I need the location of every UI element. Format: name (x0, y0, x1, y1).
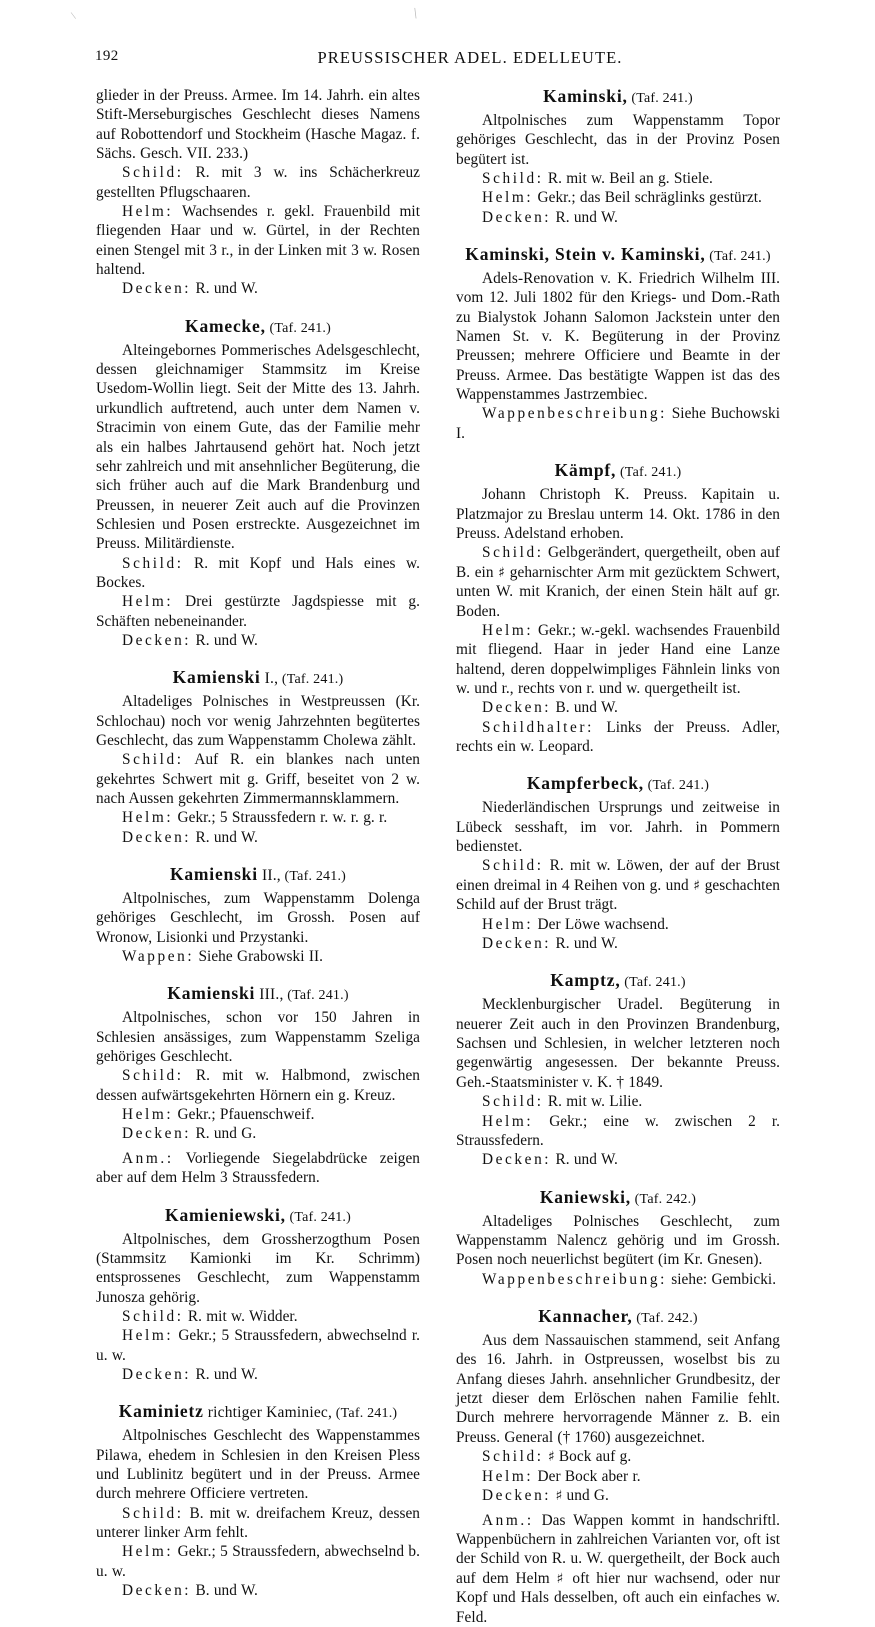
blazon-mantling-text: R. und W. (191, 280, 258, 298)
blazon-crest (456, 1112, 780, 1151)
blazon-crest-text: Gekr.; 5 Straussfedern, abwechselnd b. u. w. (96, 1543, 420, 1580)
blazon-crest-text: Der Bock aber r. (533, 1467, 641, 1485)
entry-plate-reference: (Taf. 241.) (627, 91, 693, 106)
blazon-shield-label: Schild: (122, 1067, 184, 1085)
entry-name: Kämpf, (554, 460, 617, 481)
blazon-shield-label: Schild: (482, 1093, 544, 1111)
entry-plate-reference: (Taf. 241.) (278, 672, 344, 688)
blazon-shield-label: Schild: (482, 544, 544, 562)
entry-name: Kamienski (169, 864, 258, 885)
blazon-mantling (96, 1581, 420, 1600)
blazon-arms-reference (96, 947, 420, 966)
blazon-arms-description-reference-label: Wappenbeschreibung: (482, 405, 667, 423)
text-columns (96, 86, 780, 1627)
heraldic-black-symbol: ♯ (498, 564, 506, 581)
blazon-shield (456, 1092, 780, 1111)
entry-plate-reference: (Taf. 241.) (283, 988, 349, 1004)
blazon-crest-text: Wachsendes r. gekl. Frauenbild mit fliegenden Haar und w. Gürtel, in der Rechten einen Stengel mit 3 r., in der Linken mit 3 w. Rosen haltend. (96, 203, 420, 279)
entry-heading (96, 983, 420, 1005)
blazon-mantling-label: Decken: (482, 699, 552, 717)
entry-description: Niederländischen Ursprungs und zeitweise in Lübeck sesshaft, im vor. Jahrh. in Pommern bedienstet. (456, 799, 780, 856)
blazon-mantling-text: B. und W. (191, 1582, 258, 1599)
blazon-supporters (456, 718, 780, 757)
entry-heading (96, 316, 420, 338)
blazon-mantling-text: ♯ und G. (555, 1487, 609, 1505)
entry-description: Johann Christoph K. Preuss. Kapitain u. Platzmajor zu Breslau unterm 14. Okt. 1786 in den Preuss. Adelstand erhoben. (456, 486, 780, 542)
blazon-note-label: Anm.: (482, 1511, 534, 1529)
blazon-shield-label: Schild: (122, 164, 184, 182)
blazon-crest-text: Gekr.; eine w. zwischen 2 r. Straussfedern. (456, 1112, 780, 1149)
heraldic-black-symbol: ♯ (547, 1448, 555, 1465)
blazon-crest-label: Helm: (482, 1467, 534, 1485)
blazon-shield (96, 1307, 420, 1326)
blazon-shield-label: Schild: (482, 857, 544, 875)
blazon-mantling-label: Decken: (122, 1582, 192, 1599)
entry-name: Kannacher, (538, 1305, 633, 1326)
blazon-mantling-label: Decken: (122, 631, 192, 649)
entry-description: Aus dem Nassauischen stammend, seit Anfang des 16. Jahrh. in Ostpreussen, woselbst bis zu Anfang dieses Jahrh. ansehnlicher Grundbesitz, der jetzt dieser dem Erlöschen nahen Familie fehlt. Durch mehrere hervorragende Männer z. B. ein Preuss. General († 1760) ausgezeichnet. (456, 1331, 780, 1446)
blazon-mantling (96, 279, 420, 298)
blazon-mantling-label: Decken: (122, 1125, 192, 1143)
blazon-shield (96, 1504, 420, 1543)
blazon-mantling (456, 934, 780, 953)
blazon-arms-reference-label: Wappen: (122, 948, 195, 966)
blazon-mantling-text: R. und W. (191, 828, 258, 846)
blazon-mantling (96, 1124, 420, 1143)
blazon-crest-label: Helm: (122, 809, 174, 827)
blazon-shield (96, 163, 420, 202)
blazon-crest-label: Helm: (482, 1112, 534, 1130)
entry-heading (96, 1401, 420, 1423)
blazon-note-label: Anm.: (122, 1149, 174, 1167)
entry-alt-name: I., (260, 670, 279, 688)
heraldic-black-symbol: ♯ (556, 1570, 566, 1587)
entry-name: Kamienski (172, 667, 261, 688)
entry-description: Altpolnisches zum Wappenstamm Topor gehöriges Geschlecht, das in der Provinz Posen begütert ist. (456, 112, 780, 168)
blazon-shield (456, 1447, 780, 1467)
blazon-crest-text: Gekr.; w.-gekl. wachsendes Frauenbild mit fliegend. Haar in jeder Hand eine Lanze haltend, deren doppelwimpliges Fähnlein links von w. und r., rechts von r. und w. quergetheilt ist. (456, 621, 780, 697)
blazon-crest (456, 621, 780, 698)
blazon-crest (96, 1542, 420, 1581)
entry-plate-reference: (Taf. 241.) (265, 320, 331, 336)
entry-plate-reference: (Taf. 241.) (616, 465, 682, 481)
entry-name: Kaminski, (543, 86, 628, 106)
blazon-arms-description-reference (456, 404, 780, 443)
blazon-shield (456, 169, 780, 188)
blazon-mantling (456, 1486, 780, 1506)
heraldic-black-symbol: ♯ (555, 1488, 563, 1505)
blazon-crest (96, 808, 420, 827)
blazon-shield-text: R. mit w. Lilie. (543, 1093, 643, 1111)
entry-name: Kamptz, (550, 970, 621, 991)
blazon-mantling (456, 1150, 780, 1169)
blazon-mantling (96, 631, 420, 650)
blazon-mantling-label: Decken: (122, 280, 192, 298)
blazon-crest-label: Helm: (482, 189, 534, 207)
blazon-crest-label: Helm: (122, 1543, 174, 1561)
entry-heading (456, 773, 780, 795)
blazon-crest-label: Helm: (482, 915, 534, 933)
blazon-crest-label: Helm: (122, 1327, 174, 1345)
blazon-note-text: Das Wappen kommt in handschriftl. Wappenbüchern in zahlreichen Varianten vor, oft ist der Schild von R. u. W. quergetheilt, der Bock auch auf dem Helm ♯ oft hier nur wachsend, oder nur Kopf und Hals desselben, oft auch ein einfaches w. Feld. (456, 1511, 781, 1626)
running-head (95, 48, 785, 70)
entry-description: Altpolnisches, dem Grossherzogthum Posen (Stammsitz Kamionki im Kr. Schrimm) entsprossenes Geschlecht, zum Wappenstamm Junosza gehörig. (96, 1230, 420, 1306)
blazon-mantling-text: R. und W. (551, 208, 618, 226)
blazon-arms-description-reference-text: Siehe Buchowski I. (456, 405, 780, 442)
blazon-mantling-label: Decken: (482, 208, 552, 226)
blazon-mantling-label: Decken: (122, 828, 192, 846)
entry-plate-reference: (Taf. 241.) (705, 249, 771, 265)
blazon-shield-label: Schild: (122, 554, 184, 572)
blazon-shield-label: Schild: (122, 1504, 184, 1522)
running-title: PREUSSISCHER ADEL. EDELLEUTE. (317, 48, 623, 67)
blazon-shield-text: B. mit w. dreifachem Kreuz, dessen unterer linker Arm fehlt. (96, 1504, 420, 1541)
blazon-mantling-text: R. und W. (551, 935, 618, 953)
entry-description: Altpolnisches, zum Wappenstamm Dolenga gehöriges Geschlecht, im Grossh. Posen auf Wronow, Lisionki und Przystanki. (96, 890, 420, 946)
entry-description: Mecklenburgischer Uradel. Begüterung in neuerer Zeit auch in den Provinzen Brandenburg, Sachsen und Schlesien, in welcher letzteren noch gegenwärtig angesessen. Der bekannte Preuss. Geh.-Staatsminister v. K. † 1849. (456, 996, 780, 1091)
blazon-shield-label: Schild: (122, 751, 184, 769)
entry-heading (456, 460, 780, 482)
entry-plate-reference: (Taf. 242.) (632, 1310, 698, 1326)
blazon-shield-text: R. mit w. Halbmond, zwischen dessen aufwärtsgekehrten Hörnern ein g. Kreuz. (96, 1067, 420, 1104)
blazon-shield-text: Gelbgerändert, quergetheilt, oben auf B. ein ♯ geharnischter Arm mit gezücktem Schwert, unten W. mit Kranich, der einen Stein hält auf gr. Boden. (456, 544, 781, 620)
blazon-crest (96, 202, 420, 279)
entry-description: Altadeliges Polnisches in Westpreussen (Kr. Schlochau) noch vor wenig Jahrzehnten begütertes Geschlecht, das zum Wappenstamm Cholewa zählt. (96, 693, 420, 749)
column-right (456, 86, 780, 1627)
blazon-crest-text: Gekr.; Pfauenschweif. (173, 1106, 315, 1124)
entry-plate-reference: (Taf. 242.) (630, 1191, 697, 1207)
entry-name: Kamecke, (185, 315, 266, 336)
blazon-crest (96, 1326, 420, 1365)
column-left (96, 86, 420, 1627)
blazon-shield (456, 856, 780, 914)
entry-alt-name: II., (257, 867, 281, 885)
entry-heading (96, 1205, 420, 1227)
blazon-mantling (456, 698, 780, 717)
entry-name: Kaminski, Stein v. Kaminski, (465, 244, 706, 265)
entry-description: Adels-Renovation v. K. Friedrich Wilhelm III. vom 12. Juli 1802 für den Kriegs- und Dom.-Rath zu Bialystok Johann Salomon Jackstein unter den Namen St. v. K. Begüterung in der Provinz Preussen; mehrere Officiere und Beamte in der Preuss. Armee. Das bestätigte Wappen ist das des Wappenstammes Jastrzembiec. (456, 270, 780, 404)
blazon-shield-label: Schild: (482, 1447, 544, 1465)
entry-heading (456, 86, 780, 108)
blazon-mantling-label: Decken: (482, 1487, 552, 1505)
entry-heading (96, 864, 420, 886)
blazon-shield-text: R. mit 3 w. ins Schächerkreuz gestellten Pflugschaaren. (96, 164, 420, 201)
entry-heading (96, 667, 420, 689)
blazon-arms-description-reference-text: siehe: Gembicki. (666, 1270, 777, 1288)
entry-plate-reference: (Taf. 241.) (643, 778, 710, 794)
entry-plate-reference: (Taf. 241.) (620, 975, 686, 991)
blazon-crest-label: Helm: (122, 1106, 174, 1124)
blazon-supporters-label: Schildhalter: (482, 718, 594, 736)
blazon-mantling (96, 1365, 420, 1384)
blazon-crest-text: Drei gestürzte Jagdspiesse mit g. Schäften nebeneinander. (96, 593, 420, 630)
blazon-shield-text: R. mit w. Löwen, der auf der Brust einen dreimal in 4 Reihen von g. und ♯ geschachten Schild auf der Brust trägt. (456, 857, 780, 914)
blazon-mantling-text: R. und W. (191, 1365, 258, 1383)
entry-plate-reference: (Taf. 241.) (280, 869, 347, 885)
blazon-arms-description-reference-label: Wappenbeschreibung: (482, 1270, 667, 1288)
blazon-crest-text: Gekr.; 5 Straussfedern r. w. r. g. r. (173, 809, 388, 827)
entry-name: Kamienski (167, 983, 256, 1004)
blazon-arms-description-reference (456, 1270, 780, 1289)
scan-artifact-right: \ (411, 5, 419, 23)
entry-description: Altpolnisches Geschlecht des Wappenstammes Pilawa, ehedem in Schlesien in den Kreisen Pless und Lublinitz begütert und in der Preuss. Armee durch mehrere Officiere vertreten. (96, 1427, 420, 1503)
heraldic-black-symbol: ♯ (693, 877, 701, 894)
entry-name: Kamieniewski, (165, 1204, 286, 1225)
blazon-shield-label: Schild: (122, 1307, 184, 1325)
entry-description: Alteingebornes Pommerisches Adelsgeschlecht, dessen gleichnamiger Stammsitz im Kreise Usedom-Wollin liegt. Seit der Mitte des 13. Jahrh. urkundlich auftretend, auch unter dem Namen v. Stracimin von einem Gute, das der Familie mehr als ein halbes Jahrtausend gehört hat. Noch jetzt sehr zahlreich und mit ansehnlicher Begüterung, die sich früher auch auf die Mark Brandenburg und Preussen, in neuerer Zeit auch auf die Provinzen Schlesien und Posen erstreckte. Ausgezeichnet im Preuss. Militärdienste. (96, 341, 420, 553)
page-number: 192 (95, 48, 119, 64)
entry-heading (456, 244, 780, 266)
blazon-mantling-text: R. und W. (551, 1151, 618, 1169)
blazon-mantling-text: R. und W. (191, 631, 258, 649)
blazon-mantling (456, 208, 780, 227)
blazon-crest (96, 592, 420, 631)
blazon-crest (96, 1105, 420, 1124)
entry-name: Kaniewski, (539, 1186, 631, 1207)
entry-description: Altadeliges Polnisches Geschlecht, zum Wappenstamm Nalencz gehörig und im Grossh. Posen noch neuerlichst begütert (im Kr. Gnesen). (456, 1212, 780, 1269)
continued-paragraph: glieder in der Preuss. Armee. Im 14. Jahrh. ein altes Stift-Merseburgisches Geschlecht dieses Namens auf Robottendorf und Stockheim (Hasche Magaz. f. Sächs. Gesch. VII. 233.) (96, 87, 420, 163)
blazon-crest-text: Gekr.; das Beil schräglinks gestürzt. (533, 189, 762, 207)
blazon-supporters-text: Links der Preuss. Adler, rechts ein w. Leopard. (456, 718, 780, 755)
blazon-shield-text: R. mit w. Beil an g. Stiele. (543, 170, 713, 188)
blazon-shield-label: Schild: (482, 170, 544, 188)
blazon-shield-text: R. mit Kopf und Hals eines w. Bockes. (96, 554, 420, 591)
entry-alt-name: richtiger Kaminiec, (203, 1404, 333, 1422)
blazon-crest-text: Gekr.; 5 Straussfedern, abwechselnd r. u. w. (96, 1327, 420, 1364)
blazon-shield-text: R. mit w. Widder. (183, 1307, 298, 1325)
blazon-shield (96, 750, 420, 808)
entry-name: Kaminietz (118, 1401, 204, 1422)
blazon-note-text: Vorliegende Siegelabdrücke zeigen aber auf dem Helm 3 Straussfedern. (96, 1149, 420, 1187)
blazon-note (456, 1511, 780, 1627)
scan-artifact-left: \ (70, 9, 77, 23)
blazon-crest (456, 1467, 780, 1486)
entry-heading (456, 1306, 780, 1328)
blazon-shield (96, 554, 420, 593)
blazon-crest (456, 915, 780, 934)
blazon-mantling (96, 828, 420, 847)
blazon-mantling-label: Decken: (482, 935, 552, 953)
blazon-shield (456, 543, 780, 621)
entry-alt-name: III., (255, 986, 284, 1004)
blazon-note (96, 1149, 420, 1188)
blazon-mantling-label: Decken: (482, 1151, 552, 1169)
entry-heading (456, 1187, 780, 1209)
entry-plate-reference: (Taf. 241.) (285, 1209, 351, 1225)
blazon-mantling-text: R. und G. (191, 1125, 257, 1143)
blazon-crest-text: Der Löwe wachsend. (533, 915, 669, 933)
blazon-shield-text: Auf R. ein blankes nach unten gekehrtes Schwert mit g. Griff, beseitet von 2 w. nach Aussen gekehrten Zimmermannsklammern. (96, 751, 420, 807)
entry-name: Kampferbeck, (526, 773, 644, 794)
entry-description: Altpolnisches, schon vor 150 Jahren in Schlesien ansässiges, zum Wappenstamm Szeliga gehöriges Geschlecht. (96, 1009, 420, 1066)
entry-plate-reference: (Taf. 241.) (332, 1406, 398, 1422)
blazon-mantling-text: B. und W. (551, 699, 618, 717)
blazon-crest-label: Helm: (122, 593, 174, 611)
blazon-crest-label: Helm: (122, 203, 174, 221)
blazon-mantling-label: Decken: (122, 1365, 192, 1383)
blazon-crest-label: Helm: (482, 621, 534, 639)
blazon-crest (456, 188, 780, 207)
entry-heading (456, 970, 780, 992)
blazon-shield-text: ♯ Bock auf g. (547, 1447, 632, 1465)
blazon-shield (96, 1066, 420, 1105)
blazon-arms-reference-text: Siehe Grabowski II. (194, 948, 323, 966)
